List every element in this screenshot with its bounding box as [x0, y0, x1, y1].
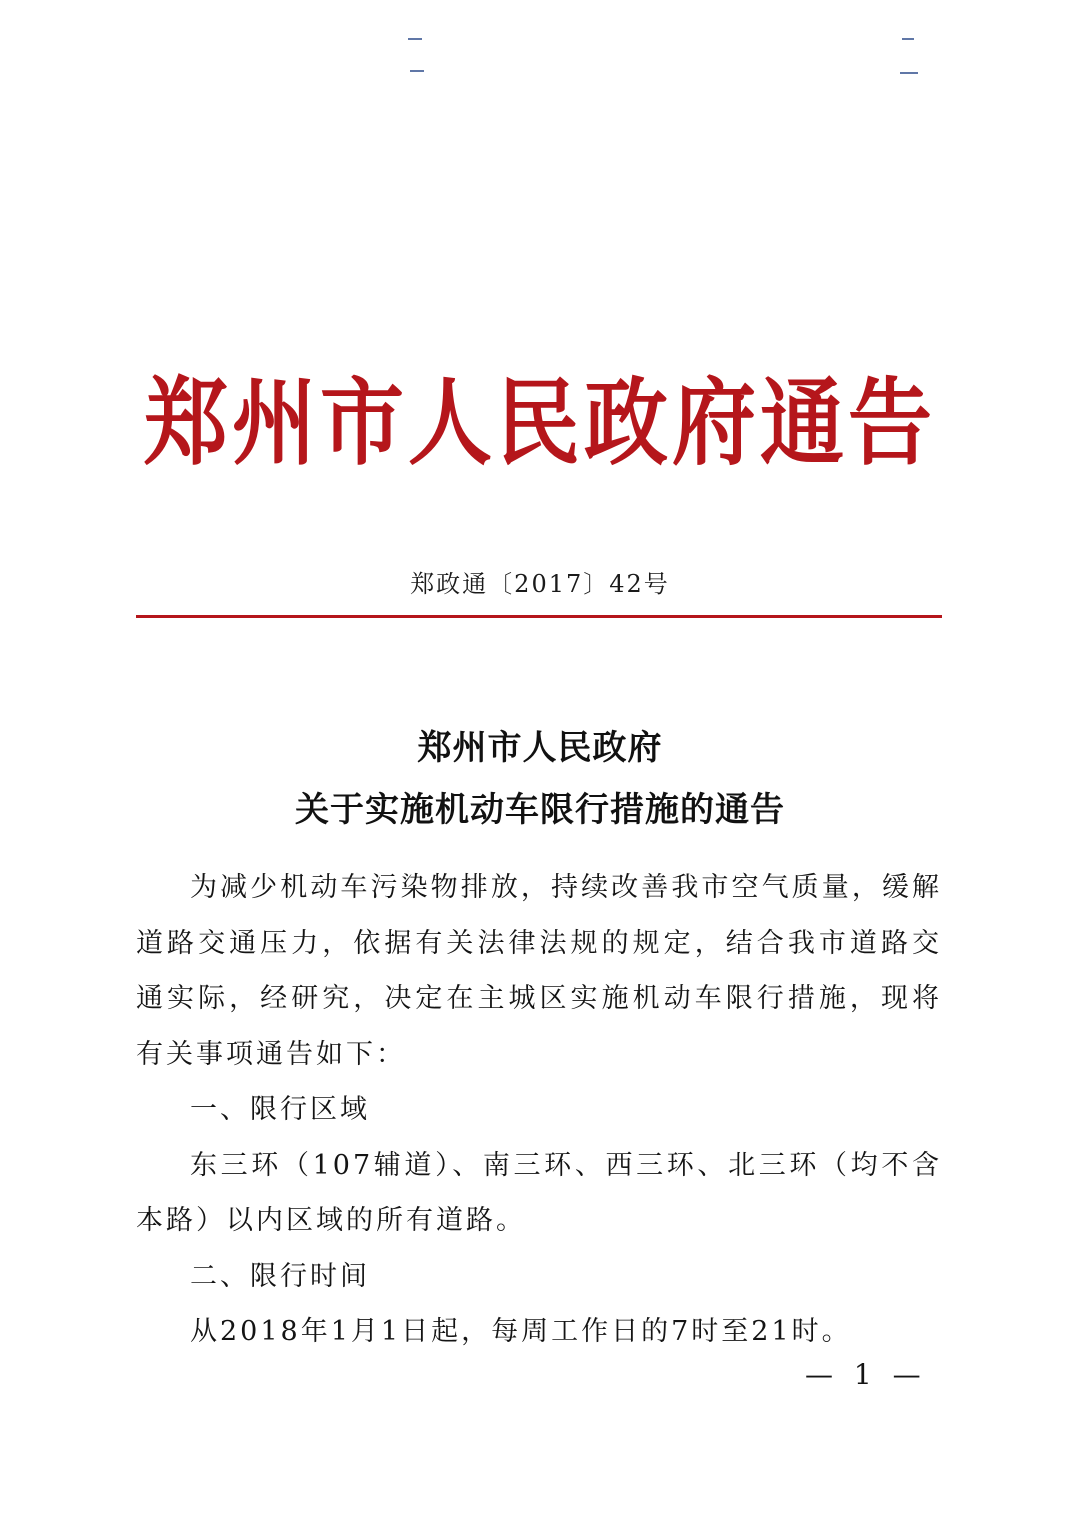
scan-artifact-mark	[900, 72, 918, 74]
scan-artifact-mark	[902, 38, 914, 40]
issuer-header-title: 郑州市人民政府通告	[143, 367, 936, 478]
page-number: — 1 —	[805, 1358, 927, 1391]
intro-paragraph: 为减少机动车污染物排放，持续改善我市空气质量，缓解道路交通压力，依据有关法律法规的规定，结合我市道路交通实际，经研究，决定在主城区实施机动车限行措施，现将有关事项通告如下：	[136, 872, 942, 1070]
section1-text: 东三环（107辅道）、南三环、西三环、北三环（均不含本路）以内区域的所有道路。	[136, 1149, 942, 1236]
document-number: 郑政通〔2017〕42号	[410, 570, 670, 598]
section2-text: 从2018年1月1日起，每周工作日的7时至21时。	[190, 1316, 852, 1347]
section1-heading: 一、限行区域	[190, 1094, 370, 1125]
notice-title-line2: 关于实施机动车限行措施的通告	[295, 790, 785, 830]
notice-title-line1: 郑州市人民政府	[417, 728, 663, 768]
scan-artifact-mark	[408, 38, 422, 40]
red-divider-rule	[136, 615, 942, 618]
notice-body	[136, 860, 942, 1360]
section2-heading: 二、限行时间	[190, 1260, 370, 1292]
scan-artifact-mark	[410, 70, 424, 72]
